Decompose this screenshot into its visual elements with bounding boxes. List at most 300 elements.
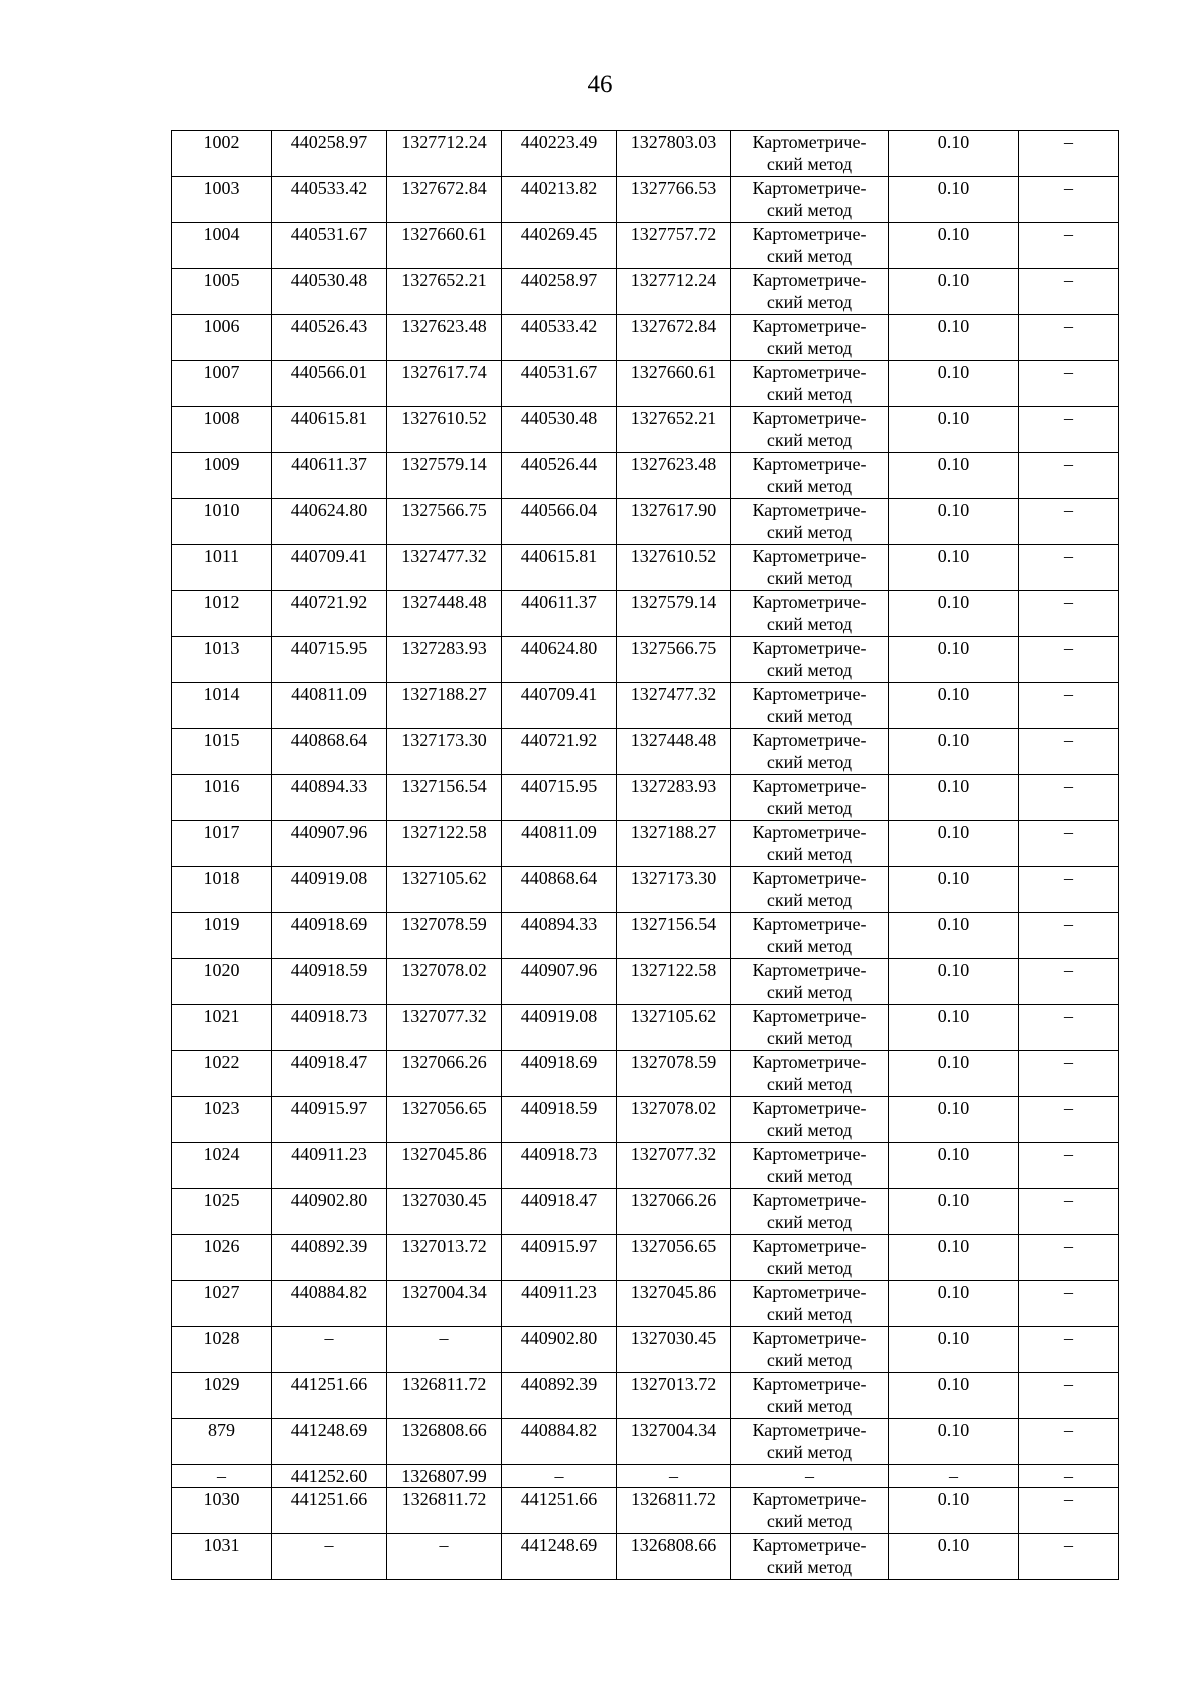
cell-new-x: 440213.82 [502,177,617,223]
cell-new-y: 1327004.34 [617,1419,731,1465]
method-line-1: Картометриче- [752,224,867,244]
cell-method [731,683,889,729]
cell-method [731,1419,889,1465]
method-line-1: Картометриче- [752,822,867,842]
method-line-2: ский метод [766,890,853,910]
cell-old-y: 1327617.74 [387,361,502,407]
cell-note: – [1019,1189,1119,1235]
cell-accuracy: 0.10 [889,1373,1019,1419]
cell-old-y: 1327004.34 [387,1281,502,1327]
cell-point-number: 1003 [172,177,272,223]
table-row [172,1143,1119,1189]
method-line-1: Картометриче- [752,914,867,934]
cell-new-y: 1327672.84 [617,315,731,361]
method-line-2: ский метод [766,1511,853,1531]
cell-method [731,499,889,545]
cell-old-x: 440894.33 [272,775,387,821]
table-row [172,1235,1119,1281]
cell-accuracy: 0.10 [889,499,1019,545]
cell-point-number: 1011 [172,545,272,591]
cell-new-x: 440624.80 [502,637,617,683]
cell-new-y: 1327013.72 [617,1373,731,1419]
cell-point-number: 1012 [172,591,272,637]
method-line-2: ский метод [766,1304,853,1324]
cell-old-x: 440533.42 [272,177,387,223]
method-line-1: Картометриче- [752,1282,867,1302]
cell-new-y: 1327803.03 [617,131,731,177]
cell-old-x: 440884.82 [272,1281,387,1327]
table-row [172,1465,1119,1488]
cell-new-x: 440721.92 [502,729,617,775]
cell-new-x: 440918.59 [502,1097,617,1143]
cell-new-y: 1327617.90 [617,499,731,545]
method-line-2: ский метод [766,1028,853,1048]
cell-accuracy: 0.10 [889,453,1019,499]
cell-old-x: – [272,1327,387,1373]
cell-point-number: 1031 [172,1534,272,1580]
cell-old-x: 440902.80 [272,1189,387,1235]
table-row [172,683,1119,729]
cell-note: – [1019,591,1119,637]
cell-point-number: 1029 [172,1373,272,1419]
table-row [172,453,1119,499]
cell-old-y: 1327712.24 [387,131,502,177]
method-line-2: ский метод [766,1258,853,1278]
table-row [172,1189,1119,1235]
cell-method [731,131,889,177]
cell-note: – [1019,729,1119,775]
cell-note: – [1019,453,1119,499]
cell-old-x: 440919.08 [272,867,387,913]
cell-method [731,1327,889,1373]
cell-note: – [1019,407,1119,453]
table-row [172,177,1119,223]
cell-method [731,1005,889,1051]
cell-new-y: 1327077.32 [617,1143,731,1189]
cell-accuracy: 0.10 [889,959,1019,1005]
cell-old-y: 1327030.45 [387,1189,502,1235]
cell-accuracy: 0.10 [889,867,1019,913]
table-body [172,131,1119,1580]
cell-old-y: 1327066.26 [387,1051,502,1097]
cell-method [731,867,889,913]
cell-new-y: 1327766.53 [617,177,731,223]
cell-new-y: 1327056.65 [617,1235,731,1281]
cell-old-y: 1327056.65 [387,1097,502,1143]
cell-old-y: 1327013.72 [387,1235,502,1281]
cell-note: – [1019,683,1119,729]
cell-new-x: 440918.47 [502,1189,617,1235]
cell-note: – [1019,1097,1119,1143]
cell-old-y: 1326808.66 [387,1419,502,1465]
cell-new-y: 1326808.66 [617,1534,731,1580]
method-line-2: ский метод [766,338,853,358]
cell-old-y: 1327173.30 [387,729,502,775]
cell-new-x: 440919.08 [502,1005,617,1051]
cell-accuracy: 0.10 [889,315,1019,361]
method-line-1: Картометриче- [752,1236,867,1256]
cell-old-y: 1327078.02 [387,959,502,1005]
cell-new-x: 440531.67 [502,361,617,407]
table-row [172,729,1119,775]
method-line-1: Картометриче- [752,546,867,566]
method-line-1: Картометриче- [752,500,867,520]
cell-accuracy: 0.10 [889,1189,1019,1235]
method-line-1: Картометриче- [752,776,867,796]
cell-old-x: 440624.80 [272,499,387,545]
cell-method [731,1465,889,1488]
cell-old-x: 440918.59 [272,959,387,1005]
cell-accuracy: 0.10 [889,1235,1019,1281]
table-row [172,775,1119,821]
cell-old-x: 441251.66 [272,1373,387,1419]
table-row [172,269,1119,315]
method-line-2: ский метод [766,292,853,312]
cell-point-number: 1030 [172,1488,272,1534]
cell-new-x: 440533.42 [502,315,617,361]
cell-accuracy: 0.10 [889,591,1019,637]
cell-method [731,453,889,499]
table-row [172,637,1119,683]
cell-accuracy: 0.10 [889,729,1019,775]
method-line-1: Картометриче- [752,454,867,474]
method-line-1: Картометриче- [752,960,867,980]
method-line-1: Картометриче- [752,730,867,750]
method-line-1: Картометриче- [752,684,867,704]
cell-accuracy: 0.10 [889,1488,1019,1534]
cell-note: – [1019,913,1119,959]
cell-old-y: 1327660.61 [387,223,502,269]
cell-method [731,1143,889,1189]
table-row [172,913,1119,959]
cell-old-y: 1327283.93 [387,637,502,683]
page-number: 46 [587,71,613,98]
method-line-1: – [805,1466,814,1486]
cell-new-y: 1327566.75 [617,637,731,683]
cell-method [731,1097,889,1143]
method-line-2: ский метод [766,1442,853,1462]
method-line-2: ский метод [766,522,853,542]
method-line-2: ский метод [766,1074,853,1094]
coordinates-table [171,130,1119,1580]
cell-note: – [1019,131,1119,177]
cell-point-number: 1015 [172,729,272,775]
cell-method [731,1373,889,1419]
cell-method [731,775,889,821]
cell-accuracy: 0.10 [889,407,1019,453]
cell-accuracy: 0.10 [889,1097,1019,1143]
cell-old-x: 440566.01 [272,361,387,407]
cell-accuracy: 0.10 [889,177,1019,223]
cell-new-y: 1327045.86 [617,1281,731,1327]
cell-old-x: – [272,1534,387,1580]
cell-old-y: 1327610.52 [387,407,502,453]
cell-point-number: 1006 [172,315,272,361]
table-row [172,223,1119,269]
cell-old-x: 440526.43 [272,315,387,361]
cell-method [731,1051,889,1097]
method-line-2: ский метод [766,568,853,588]
cell-accuracy: 0.10 [889,1534,1019,1580]
cell-method [731,223,889,269]
method-line-1: Картометриче- [752,362,867,382]
method-line-2: ский метод [766,430,853,450]
cell-point-number: 1020 [172,959,272,1005]
cell-note: – [1019,1327,1119,1373]
cell-note: – [1019,1051,1119,1097]
cell-point-number: 1002 [172,131,272,177]
cell-new-y: 1327283.93 [617,775,731,821]
cell-point-number: 879 [172,1419,272,1465]
table-row [172,499,1119,545]
cell-note: – [1019,269,1119,315]
cell-new-y: 1327712.24 [617,269,731,315]
table-row [172,821,1119,867]
table-row [172,1534,1119,1580]
cell-note: – [1019,1281,1119,1327]
table-row [172,361,1119,407]
cell-new-y: 1327066.26 [617,1189,731,1235]
method-line-2: ский метод [766,476,853,496]
method-line-2: ский метод [766,614,853,634]
cell-new-x: 440566.04 [502,499,617,545]
cell-old-y: 1327566.75 [387,499,502,545]
cell-old-y: 1327477.32 [387,545,502,591]
cell-new-y: 1327188.27 [617,821,731,867]
cell-point-number: 1016 [172,775,272,821]
method-line-2: ский метод [766,154,853,174]
cell-accuracy: 0.10 [889,821,1019,867]
method-line-1: Картометриче- [752,1328,867,1348]
cell-note: – [1019,959,1119,1005]
cell-point-number: 1009 [172,453,272,499]
cell-new-y: 1327623.48 [617,453,731,499]
cell-new-y: 1327477.32 [617,683,731,729]
cell-accuracy: 0.10 [889,1281,1019,1327]
method-line-2: ский метод [766,1166,853,1186]
method-line-1: Картометриче- [752,1489,867,1509]
method-line-1: Картометриче- [752,1098,867,1118]
cell-old-x: 440811.09 [272,683,387,729]
cell-old-y: 1327579.14 [387,453,502,499]
method-line-2: ский метод [766,844,853,864]
cell-new-y: 1327030.45 [617,1327,731,1373]
cell-method [731,407,889,453]
cell-new-x: 440615.81 [502,545,617,591]
cell-new-x: 440269.45 [502,223,617,269]
cell-old-y: 1327672.84 [387,177,502,223]
cell-note: – [1019,315,1119,361]
cell-method [731,959,889,1005]
method-line-1: Картометриче- [752,1144,867,1164]
cell-point-number: 1019 [172,913,272,959]
cell-new-y: 1327757.72 [617,223,731,269]
method-line-1: Картометриче- [752,316,867,336]
cell-new-y: 1327173.30 [617,867,731,913]
cell-old-x: 440715.95 [272,637,387,683]
cell-old-x: 440530.48 [272,269,387,315]
cell-accuracy: – [889,1465,1019,1488]
method-line-2: ский метод [766,706,853,726]
cell-old-x: 440918.47 [272,1051,387,1097]
cell-new-y: 1327610.52 [617,545,731,591]
table-row [172,545,1119,591]
cell-point-number: 1013 [172,637,272,683]
cell-old-x: 440915.97 [272,1097,387,1143]
cell-accuracy: 0.10 [889,1051,1019,1097]
cell-note: – [1019,821,1119,867]
cell-method [731,1281,889,1327]
table-row [172,1281,1119,1327]
cell-method [731,913,889,959]
cell-old-x: 441251.66 [272,1488,387,1534]
method-line-2: ский метод [766,384,853,404]
table-row [172,1488,1119,1534]
cell-point-number: 1014 [172,683,272,729]
cell-new-x: 440709.41 [502,683,617,729]
cell-new-x: 440884.82 [502,1419,617,1465]
cell-new-x: 440902.80 [502,1327,617,1373]
cell-method [731,1189,889,1235]
cell-old-y: 1327188.27 [387,683,502,729]
cell-method [731,637,889,683]
table-row [172,407,1119,453]
cell-accuracy: 0.10 [889,269,1019,315]
cell-new-x: 440918.73 [502,1143,617,1189]
cell-accuracy: 0.10 [889,131,1019,177]
cell-old-x: 441248.69 [272,1419,387,1465]
method-line-2: ский метод [766,1212,853,1232]
table-row [172,1419,1119,1465]
cell-accuracy: 0.10 [889,223,1019,269]
table-row [172,1097,1119,1143]
cell-note: – [1019,1235,1119,1281]
cell-point-number: 1025 [172,1189,272,1235]
cell-new-y: 1327122.58 [617,959,731,1005]
cell-method [731,1534,889,1580]
method-line-1: Картометриче- [752,1052,867,1072]
cell-old-y: 1326807.99 [387,1465,502,1488]
method-line-1: Картометриче- [752,178,867,198]
cell-old-x: 440907.96 [272,821,387,867]
cell-new-y: 1327078.02 [617,1097,731,1143]
cell-point-number: 1024 [172,1143,272,1189]
cell-note: – [1019,177,1119,223]
cell-old-y: 1327652.21 [387,269,502,315]
cell-point-number: 1008 [172,407,272,453]
cell-point-number: 1026 [172,1235,272,1281]
cell-note: – [1019,1465,1119,1488]
method-line-2: ский метод [766,798,853,818]
method-line-1: Картометриче- [752,1420,867,1440]
method-line-2: ский метод [766,246,853,266]
cell-accuracy: 0.10 [889,913,1019,959]
method-line-1: Картометриче- [752,1190,867,1210]
cell-note: – [1019,361,1119,407]
method-line-2: ский метод [766,752,853,772]
method-line-2: ский метод [766,200,853,220]
method-line-2: ский метод [766,1350,853,1370]
cell-new-y: – [617,1465,731,1488]
table-row [172,315,1119,361]
cell-new-y: 1327078.59 [617,1051,731,1097]
cell-point-number: 1017 [172,821,272,867]
cell-point-number: 1023 [172,1097,272,1143]
cell-new-x: 441248.69 [502,1534,617,1580]
table-row [172,1051,1119,1097]
cell-accuracy: 0.10 [889,637,1019,683]
cell-new-x: 440894.33 [502,913,617,959]
cell-method [731,269,889,315]
cell-new-x: 440611.37 [502,591,617,637]
cell-old-y: 1327078.59 [387,913,502,959]
cell-new-y: 1327652.21 [617,407,731,453]
cell-point-number: 1004 [172,223,272,269]
cell-note: – [1019,1419,1119,1465]
cell-note: – [1019,1534,1119,1580]
table-row [172,1373,1119,1419]
cell-old-y: 1326811.72 [387,1373,502,1419]
cell-new-x: 440258.97 [502,269,617,315]
cell-method [731,361,889,407]
cell-new-y: 1327448.48 [617,729,731,775]
cell-new-x: – [502,1465,617,1488]
method-line-2: ский метод [766,982,853,1002]
cell-point-number: 1027 [172,1281,272,1327]
cell-new-y: 1327660.61 [617,361,731,407]
cell-new-x: 440530.48 [502,407,617,453]
cell-new-y: 1327579.14 [617,591,731,637]
method-line-1: Картометриче- [752,1006,867,1026]
cell-point-number: – [172,1465,272,1488]
cell-new-x: 440715.95 [502,775,617,821]
cell-note: – [1019,1143,1119,1189]
method-line-2: ский метод [766,1120,853,1140]
table-row [172,959,1119,1005]
cell-point-number: 1010 [172,499,272,545]
cell-old-x: 440721.92 [272,591,387,637]
cell-note: – [1019,223,1119,269]
cell-old-y: – [387,1534,502,1580]
cell-new-y: 1327105.62 [617,1005,731,1051]
cell-old-x: 440709.41 [272,545,387,591]
cell-old-y: 1327122.58 [387,821,502,867]
cell-old-y: 1327448.48 [387,591,502,637]
cell-note: – [1019,775,1119,821]
cell-old-x: 440868.64 [272,729,387,775]
method-line-1: Картометриче- [752,1535,867,1555]
cell-point-number: 1021 [172,1005,272,1051]
cell-note: – [1019,1488,1119,1534]
cell-old-x: 440611.37 [272,453,387,499]
cell-point-number: 1007 [172,361,272,407]
cell-old-y: 1327045.86 [387,1143,502,1189]
cell-old-x: 440531.67 [272,223,387,269]
cell-method [731,545,889,591]
method-line-1: Картометриче- [752,270,867,290]
cell-old-x: 441252.60 [272,1465,387,1488]
table-row [172,1327,1119,1373]
cell-old-x: 440918.73 [272,1005,387,1051]
cell-accuracy: 0.10 [889,1005,1019,1051]
cell-new-x: 440911.23 [502,1281,617,1327]
cell-old-y: 1327105.62 [387,867,502,913]
cell-new-x: 440918.69 [502,1051,617,1097]
cell-accuracy: 0.10 [889,775,1019,821]
cell-new-y: 1326811.72 [617,1488,731,1534]
cell-old-x: 440258.97 [272,131,387,177]
method-line-1: Картометриче- [752,1374,867,1394]
